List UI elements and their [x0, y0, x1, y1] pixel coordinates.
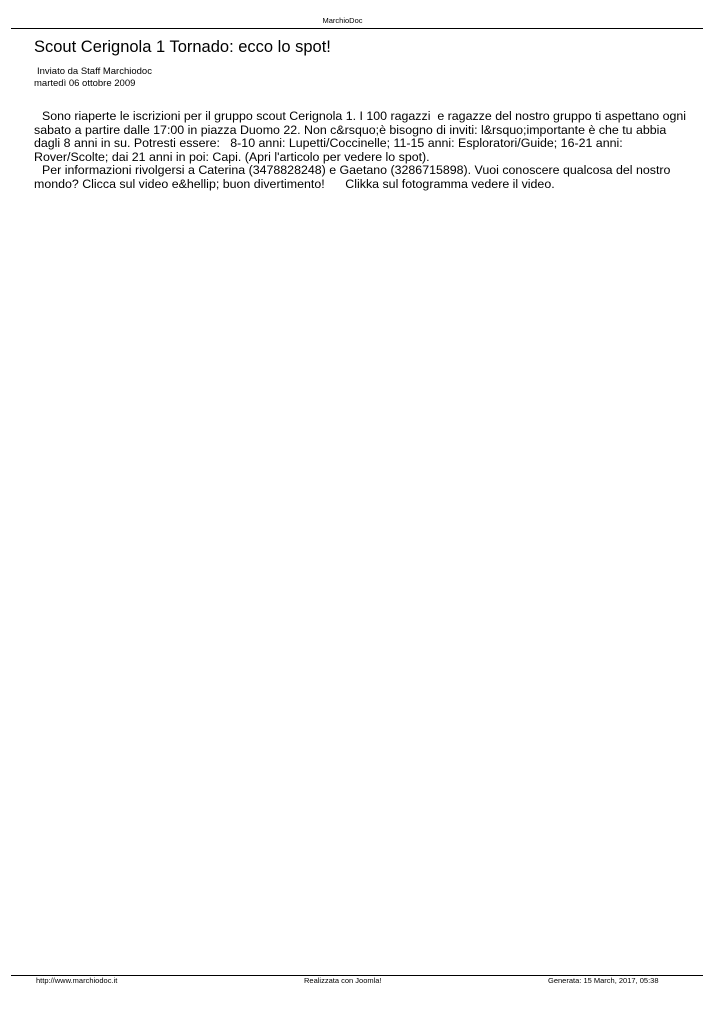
footer-url: http://www.marchiodoc.it [36, 976, 118, 985]
article-author: Inviato da Staff Marchiodoc [37, 66, 152, 77]
article-date: martedì 06 ottobre 2009 [34, 77, 136, 89]
article-paragraph: Sono riaperte le iscrizioni per il gruppo scout Cerignola 1. I 100 ragazzi e ragazze del nostro gruppo ti aspettano ogni sabato a partire dalle 17:00 in piazza Duomo 22. Non c&rsquo;è bisogno di inviti: l&rsquo;importante è che tu abbia dagli 8 anni in su. Potresti essere: 8-10 anni: Lupetti/Coccinelle; 11-15 anni: Esploratori/Guide; 16-21 anni: Rover/Scolte; dai 21 anni in poi: Capi. (Apri l'articolo per vedere lo spot). [34, 109, 690, 164]
article-meta [34, 66, 434, 89]
article-paragraph: Per informazioni rivolgersi a Caterina (3478828248) e Gaetano (3286715898). Vuoi conoscere qualcosa del nostro mondo? Clicca sul video e&hellip; buon divertimento! Clikka sul fotogramma vedere il video. [34, 163, 674, 191]
header-divider [11, 28, 703, 29]
article-body [34, 110, 694, 192]
article-title: Scout Cerignola 1 Tornado: ecco lo spot! [34, 38, 331, 56]
footer-made-with: Realizzata con Joomla! [304, 976, 382, 985]
page-footer [0, 976, 725, 986]
footer-generated: Generata: 15 March, 2017, 05:38 [548, 976, 659, 985]
site-name: MarchioDoc [322, 16, 363, 25]
